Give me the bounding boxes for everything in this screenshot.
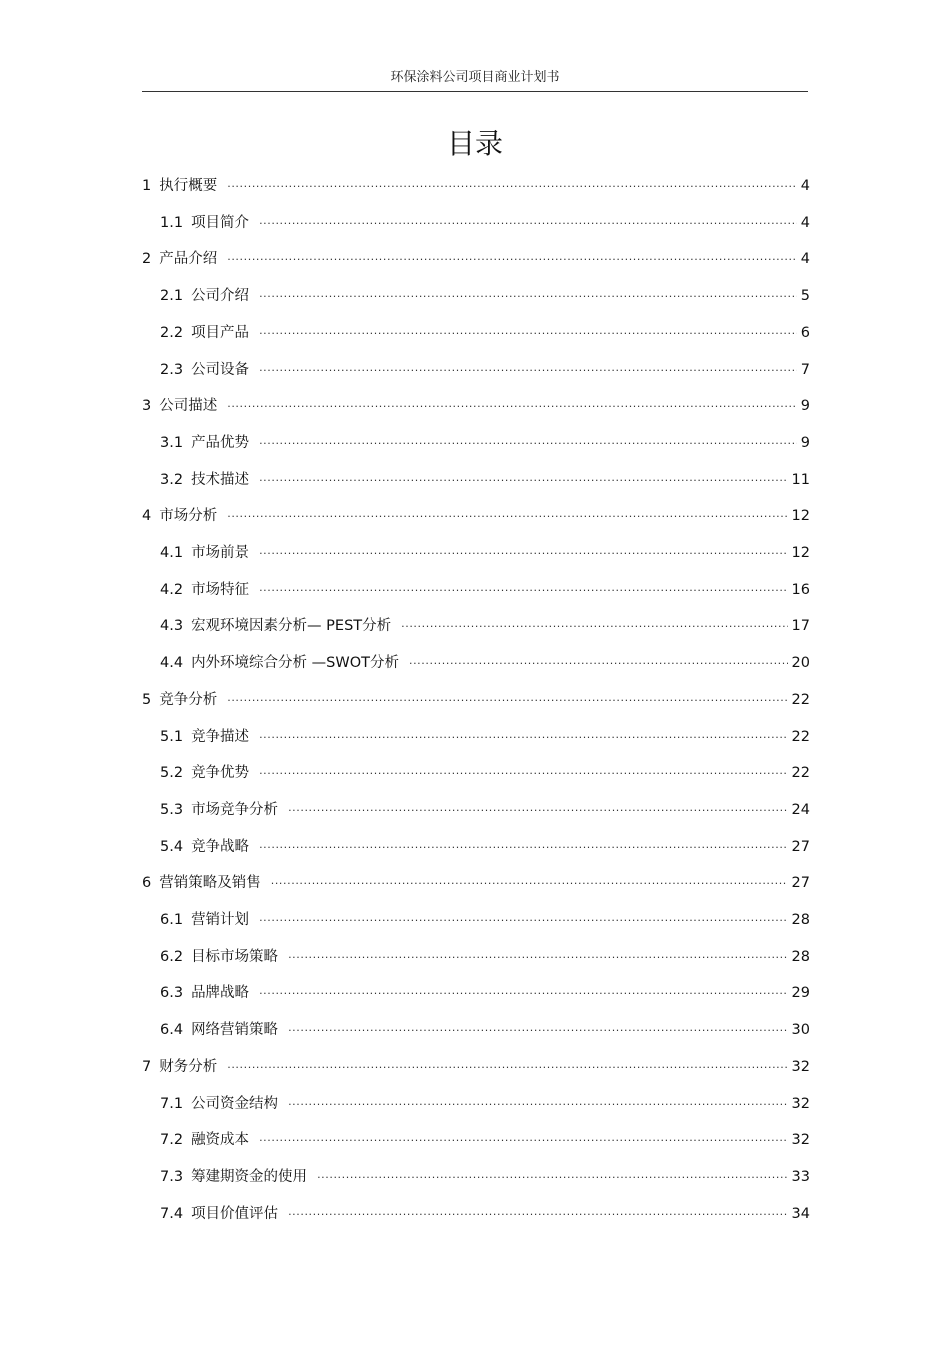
toc-entry-number: 6.3 xyxy=(160,985,184,1002)
toc-entry-page: 11 xyxy=(791,471,810,488)
toc-entry-number: 1.1 xyxy=(160,214,184,231)
toc-entry-page: 27 xyxy=(791,838,810,855)
toc-entry[interactable] xyxy=(160,354,810,380)
toc-entry-label: 市场特征 xyxy=(191,581,250,598)
toc-entry[interactable] xyxy=(142,867,810,893)
toc-entry[interactable] xyxy=(142,684,810,710)
toc-entry[interactable] xyxy=(160,647,810,673)
toc-entry-label: 融资成本 xyxy=(191,1132,250,1149)
toc-entry-label: 项目简介 xyxy=(191,214,250,231)
toc-dot-leader xyxy=(317,1167,787,1187)
toc-entry-number: 7 xyxy=(142,1058,152,1075)
toc-entry[interactable] xyxy=(160,280,810,306)
toc-entry-label: 品牌战略 xyxy=(191,985,250,1002)
toc-dot-leader xyxy=(288,947,787,967)
toc-entry-label: 公司设备 xyxy=(191,361,250,378)
toc-entry[interactable] xyxy=(160,1161,810,1187)
toc-entry-label: 产品介绍 xyxy=(159,251,218,268)
toc-entry-number: 4.3 xyxy=(160,618,184,635)
toc-entry[interactable] xyxy=(160,721,810,747)
toc-entry-page: 22 xyxy=(791,728,810,745)
toc-dot-leader xyxy=(409,653,788,673)
toc-entry[interactable] xyxy=(160,1014,810,1040)
toc-entry-label: 竞争分析 xyxy=(159,691,218,708)
toc-entry-label: 筹建期资金的使用 xyxy=(191,1168,308,1185)
toc-entry-number: 1 xyxy=(142,178,152,194)
toc-entry-number: 3 xyxy=(142,398,152,415)
toc-entry[interactable] xyxy=(142,1051,810,1077)
toc-entry-label: 执行概要 xyxy=(159,178,218,194)
toc-entry-label: 竞争优势 xyxy=(191,765,250,782)
toc-entry-label: 项目价值评估 xyxy=(191,1205,279,1222)
toc-dot-leader xyxy=(259,983,787,1003)
toc-entry-number: 6.2 xyxy=(160,948,184,965)
toc-entry-page: 22 xyxy=(791,691,810,708)
toc-entry-number: 7.4 xyxy=(160,1205,184,1222)
toc-entry-label: 营销策略及销售 xyxy=(159,875,261,892)
toc-dot-leader xyxy=(227,1057,787,1077)
toc-entry-label: 宏观环境因素分析— PEST分析 xyxy=(191,618,392,635)
toc-entry-page: 32 xyxy=(791,1095,810,1112)
toc-entry-page: 4 xyxy=(800,178,810,194)
toc-entry-label: 技术描述 xyxy=(191,471,250,488)
toc-entry-number: 4 xyxy=(142,508,152,525)
toc-dot-leader xyxy=(288,1204,787,1224)
toc-entry-label: 公司介绍 xyxy=(191,288,250,305)
toc-entry[interactable] xyxy=(142,390,810,416)
toc-entry[interactable] xyxy=(160,1198,810,1224)
toc-entry-number: 4.1 xyxy=(160,545,184,561)
toc-entry-label: 公司描述 xyxy=(159,398,218,415)
toc-entry-page: 22 xyxy=(791,765,810,782)
toc-entry[interactable] xyxy=(160,831,810,857)
toc-entry[interactable] xyxy=(160,1124,810,1150)
toc-entry-page: 12 xyxy=(791,545,810,561)
toc-entry[interactable] xyxy=(160,574,810,600)
toc-dot-leader xyxy=(259,543,787,563)
toc-entry[interactable] xyxy=(160,317,810,343)
running-header: 环保涂料公司项目商业计划书 xyxy=(390,70,560,85)
toc-dot-leader xyxy=(288,1094,787,1114)
toc-entry-label: 产品优势 xyxy=(191,434,250,451)
toc-entry-page: 30 xyxy=(791,1022,810,1039)
toc-entry-label: 财务分析 xyxy=(159,1058,218,1075)
toc-entry-label: 公司资金结构 xyxy=(191,1095,279,1112)
toc-entry-number: 4.4 xyxy=(160,655,184,672)
toc-entry-number: 6.1 xyxy=(160,912,184,928)
toc-dot-leader xyxy=(259,910,787,930)
toc-entry[interactable] xyxy=(160,794,810,820)
toc-entry[interactable] xyxy=(160,757,810,783)
toc-dot-leader xyxy=(227,249,797,269)
toc-dot-leader xyxy=(288,800,787,820)
toc-entry[interactable] xyxy=(142,243,810,269)
toc-entry-number: 3.1 xyxy=(160,434,184,451)
toc-dot-leader xyxy=(259,213,797,233)
toc-dot-leader xyxy=(227,176,797,196)
toc-entry-page: 16 xyxy=(791,581,810,598)
toc-dot-leader xyxy=(259,580,787,600)
toc-dot-leader xyxy=(259,727,787,747)
toc-entry-number: 2.2 xyxy=(160,324,184,341)
toc-entry[interactable] xyxy=(160,904,810,930)
toc-entry-number: 2.3 xyxy=(160,361,184,378)
toc-entry[interactable] xyxy=(160,537,810,563)
toc-entry-number: 6 xyxy=(142,875,152,892)
toc-entry-page: 27 xyxy=(791,875,810,892)
toc-entry-page: 9 xyxy=(800,434,810,451)
toc-entry-page: 7 xyxy=(800,361,810,378)
toc-entry[interactable] xyxy=(142,170,810,196)
toc-entry-number: 2.1 xyxy=(160,288,184,305)
toc-dot-leader xyxy=(259,1130,787,1150)
toc-dot-leader xyxy=(259,360,797,380)
toc-dot-leader xyxy=(227,506,787,526)
toc-dot-leader xyxy=(259,763,787,783)
toc-entry[interactable] xyxy=(160,610,810,636)
toc-dot-leader xyxy=(259,433,797,453)
toc-entry-label: 市场分析 xyxy=(159,508,218,525)
toc-entry[interactable] xyxy=(160,427,810,453)
toc-dot-leader xyxy=(259,470,787,490)
toc-dot-leader xyxy=(271,873,788,893)
toc-entry-number: 4.2 xyxy=(160,581,184,598)
toc-entry[interactable] xyxy=(142,500,810,526)
toc-entry-label: 网络营销策略 xyxy=(191,1022,279,1039)
header-divider xyxy=(142,91,808,92)
toc-dot-leader xyxy=(259,323,797,343)
toc-entry-label: 市场前景 xyxy=(191,545,250,561)
toc-dot-leader xyxy=(288,1020,787,1040)
toc-entry-number: 7.1 xyxy=(160,1095,184,1112)
toc-entry-page: 29 xyxy=(791,985,810,1002)
toc-entry-page: 4 xyxy=(800,251,810,268)
toc-entry[interactable] xyxy=(160,207,810,233)
toc-entry[interactable] xyxy=(160,977,810,1003)
toc-entry-number: 5.4 xyxy=(160,838,184,855)
toc-entry-number: 3.2 xyxy=(160,471,184,488)
toc-entry-label: 竞争战略 xyxy=(191,838,250,855)
toc-entry-label: 竞争描述 xyxy=(191,728,250,745)
toc-entry-number: 2 xyxy=(142,251,152,268)
toc-entry-page: 12 xyxy=(791,508,810,525)
toc-entry-page: 6 xyxy=(800,324,810,341)
toc-entry-page: 34 xyxy=(791,1205,810,1222)
toc-entry-number: 5.3 xyxy=(160,801,184,818)
toc-entry-page: 5 xyxy=(800,288,810,305)
toc-entry-number: 5 xyxy=(142,691,152,708)
toc-entry-page: 17 xyxy=(791,618,810,635)
toc-entry-page: 33 xyxy=(791,1168,810,1185)
toc-entry-page: 9 xyxy=(800,398,810,415)
toc-entry-number: 7.2 xyxy=(160,1132,184,1149)
toc-entry-page: 28 xyxy=(791,948,810,965)
toc-entry-label: 项目产品 xyxy=(191,324,250,341)
toc-entry-label: 市场竞争分析 xyxy=(191,801,279,818)
toc-entry-page: 20 xyxy=(791,655,810,672)
toc-entry-label: 内外环境综合分析 —SWOT分析 xyxy=(191,655,399,672)
toc-entry-label: 营销计划 xyxy=(191,912,250,928)
toc-entry-label: 目标市场策略 xyxy=(191,948,279,965)
toc-dot-leader xyxy=(259,837,787,857)
toc-entry-page: 28 xyxy=(791,912,810,928)
toc-dot-leader xyxy=(227,396,797,416)
toc-dot-leader xyxy=(259,286,797,306)
toc-entry-number: 7.3 xyxy=(160,1168,184,1185)
toc-entry-number: 5.2 xyxy=(160,765,184,782)
toc-entry-page: 32 xyxy=(791,1058,810,1075)
toc-entry-number: 5.1 xyxy=(160,728,184,745)
toc-dot-leader xyxy=(227,690,787,710)
toc-dot-leader xyxy=(401,616,787,636)
toc-entry-page: 4 xyxy=(800,214,810,231)
toc-title: 目录 xyxy=(446,127,503,160)
toc-entry[interactable] xyxy=(160,464,810,490)
toc-entry-number: 6.4 xyxy=(160,1022,184,1039)
toc-entry-page: 24 xyxy=(791,801,810,818)
toc-entry-page: 32 xyxy=(791,1132,810,1149)
toc-entry[interactable] xyxy=(160,1088,810,1114)
toc-entry[interactable] xyxy=(160,941,810,967)
